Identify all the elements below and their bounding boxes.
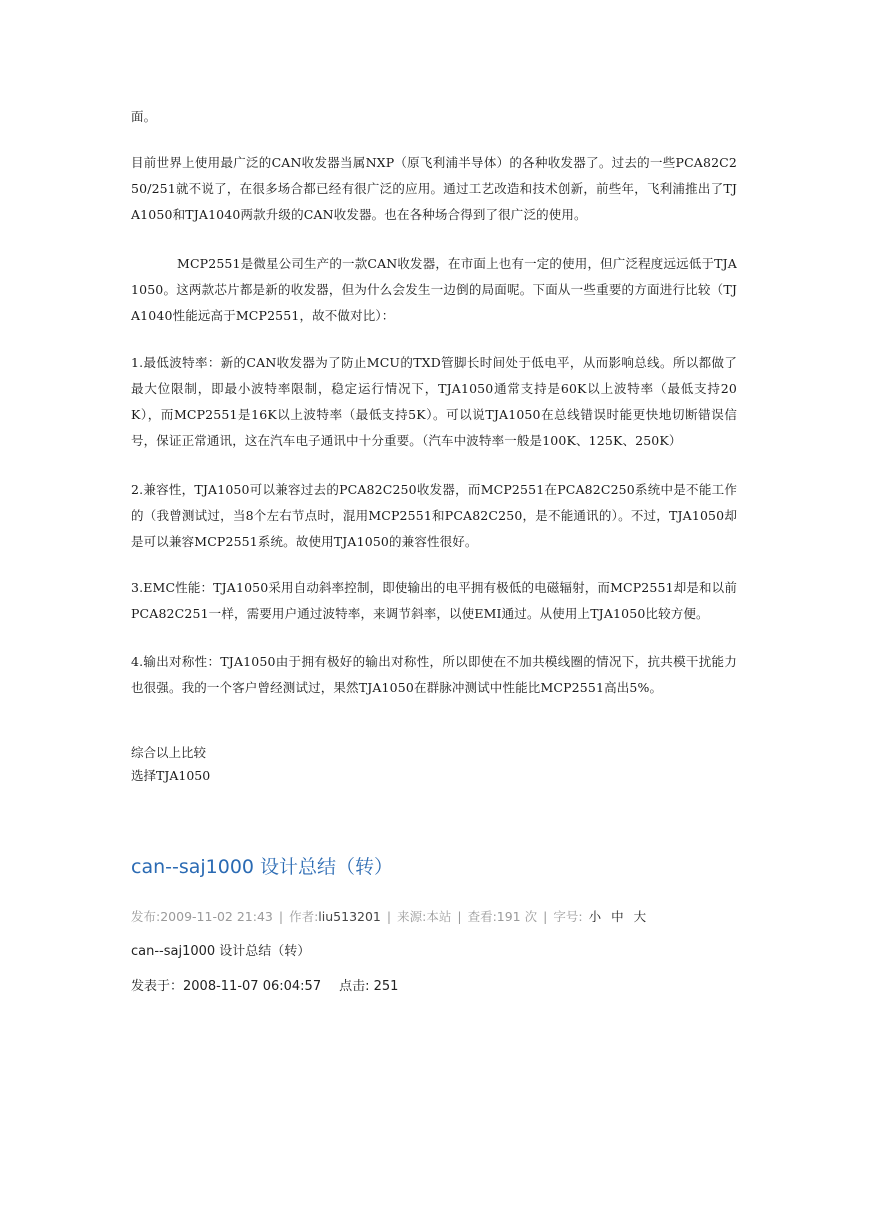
publish-date: 2009-11-02 21:43 [160,909,273,924]
views-count: 191 次 [496,909,538,924]
meta-separator: | [278,909,284,924]
posted-label: 发表于： [131,979,184,994]
conclusion-line-1: 综合以上比较 [131,745,207,760]
point-min-baudrate: 1.最低波特率：新的CAN收发器为了防止MCU的TXD管脚长时间处于低电平，从而影响总线。所以都做了最大位限制，即最小波特率限制，稳定运行情况下，TJA1050通常支持是60K以上波特率（最低支持20K），而MCP2551是16K以上波特率（最低支持5K）。可以说TJA1050在总线错误时能更快地切断错误信号，保证正常通讯，这在汽车电子通讯中十分重要。（汽车中波特率一般是100K、125K、250K） [131,355,737,448]
point-output-symmetry: 4.输出对称性：TJA1050由于拥有极好的输出对称性，所以即使在不加共模线圈的情况下，抗共模干扰能力也很强。我的一个客户曾经测试过，果然TJA1050在群脉冲测试中性能比MCP2551高出5%。 [131,654,737,695]
author-name[interactable]: liu513201 [318,909,381,924]
article-meta [131,906,646,928]
paragraph-mcp2551: MCP2551是微星公司生产的一款CAN收发器，在市面上也有一定的使用，但广泛程度远远低于TJA1050。这两款芯片都是新的收发器，但为什么会发生一边倒的局面呢。下面从一些重要的方面进行比较（TJA1040性能远高于MCP2551，故不做对比）： [131,256,737,323]
clicks-count: 251 [373,979,399,994]
source-value: 本站 [426,909,452,924]
meta-separator: | [543,909,548,924]
article-subtitle: can--saj1000 设计总结（转） [131,944,311,959]
fontsize-medium-button[interactable]: 中 [611,909,624,924]
point-emc: 3.EMC性能：TJA1050采用自动斜率控制，即使输出的电平拥有极低的电磁辐射，而MCP2551却是和以前PCA82C251一样，需要用户通过波特率，来调节斜率，以使EMI通过。从使用上TJA1050比较方便。 [131,580,737,621]
clicks-label: 点击: [339,979,374,994]
fontsize-small-button[interactable]: 小 [588,909,602,924]
conclusion-line-2: 选择TJA1050 [131,768,211,783]
meta-separator: | [386,909,392,924]
fontsize-label: 字号: [553,909,583,924]
posted-date: 2008-11-07 06:04:57 [183,979,322,994]
paragraph-fragment: 面。 [131,109,157,124]
meta-separator: | [457,909,462,924]
article-title[interactable]: can--saj1000 设计总结（转） [131,856,394,878]
fontsize-large-button[interactable]: 大 [633,909,647,924]
author-label: 作者: [289,909,319,924]
views-label: 查看: [467,909,497,924]
point-compatibility: 2.兼容性，TJA1050可以兼容过去的PCA82C250收发器，而MCP2551在PCA82C250系统中是不能工作的（我曾测试过，当8个左右节点时，混用MCP2551和PCA82C250，是不能通讯的）。不过，TJA1050却是可以兼容MCP2551系统。故使用TJA1050的兼容性很好。 [131,482,737,549]
paragraph-intro: 目前世界上使用最广泛的CAN收发器当属NXP（原飞利浦半导体）的各种收发器了。过去的一些PCA82C250/251就不说了，在很多场合都已经有很广泛的应用。通过工艺改造和技术创新，前些年，飞利浦推出了TJA1050和TJA1040两款升级的CAN收发器。也在各种场合得到了很广泛的使用。 [131,155,737,222]
source-label: 来源: [397,909,427,924]
publish-label: 发布: [131,909,161,924]
posted-info [131,976,398,998]
